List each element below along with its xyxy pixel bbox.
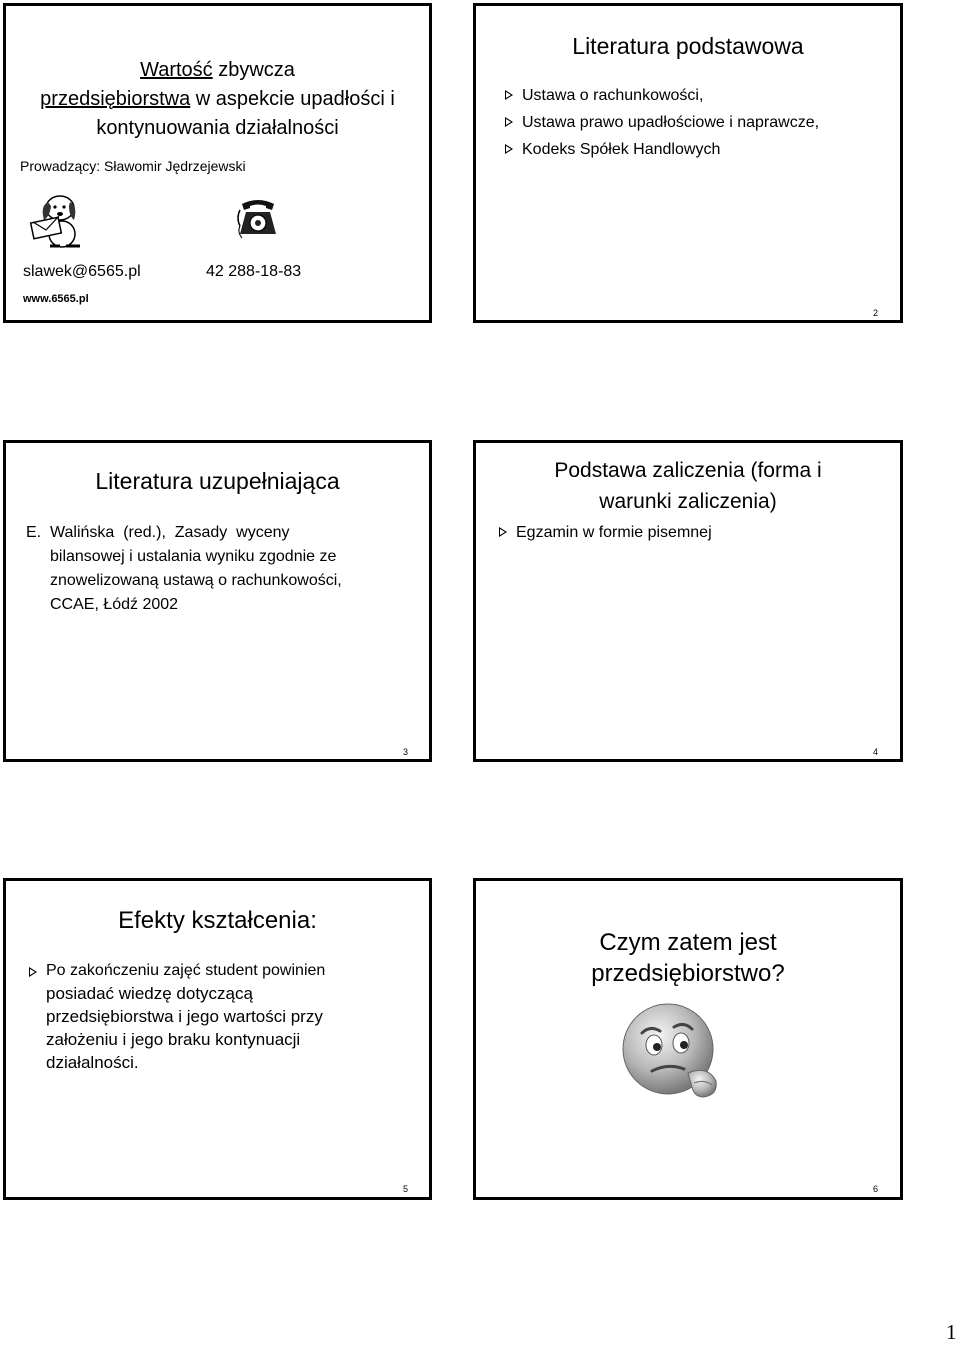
slide-6-title: Czym zatem jest przedsiębiorstwo?: [591, 929, 785, 987]
sheet-page-number: 1: [946, 1320, 957, 1344]
contact-website[interactable]: www.6565.pl: [23, 293, 89, 305]
slide-4-title: Podstawa zaliczenia (forma i warunki zaliczenia): [554, 459, 822, 513]
learning-outcomes: Po zakończeniu zajęć student powinien posiadać wiedzę dotyczącą przedsiębiorstwa i jego wartości przy założeniu i jego braku kontynuacji działalności.: [46, 959, 325, 1074]
slide-5: [3, 878, 432, 1200]
slide-6: [473, 878, 903, 1200]
page-number: 5: [403, 1184, 409, 1194]
telephone-icon: [234, 196, 282, 240]
mail-dog-icon: [24, 192, 86, 252]
page-number: 6: [873, 1184, 879, 1194]
slide-2-title: Literatura podstawowa: [572, 33, 804, 59]
slide-5-title: Efekty kształcenia:: [118, 907, 317, 934]
list-item: Po zakończeniu zajęć student powinien: [46, 959, 325, 982]
slide-3: [3, 440, 432, 762]
page-number: 4: [873, 747, 879, 757]
slide-1: [3, 3, 432, 323]
slide-4: [473, 440, 903, 762]
slide-1-title: Wartość zbywcza przedsiębiorstwa w aspekcie upadłości i kontynuowania działalności: [40, 59, 395, 139]
contact-phone: 42 288-18-83: [206, 263, 302, 280]
list-item: Egzamin w formie pisemnej: [516, 519, 712, 546]
page-number: 2: [873, 308, 879, 318]
contact-email[interactable]: slawek@6565.pl: [23, 263, 141, 280]
list-item: Ustawa prawo upadłościowe i naprawcze,: [522, 109, 819, 136]
list-item: Ustawa o rachunkowości,: [522, 82, 703, 109]
bibliography-entry: E. Walińska (red.), Zasady wyceny bilansowej i ustalania wyniku zgodnie ze znowelizowaną ustawą o rachunkowości, CCAE, Łódź 2002: [26, 524, 342, 613]
page-number: 3: [403, 747, 409, 757]
title-link-przedsiebiorstwa[interactable]: przedsiębiorstwa: [40, 88, 191, 110]
slide-3-title: Literatura uzupełniająca: [95, 468, 340, 494]
title-link-wartosc[interactable]: Wartość: [140, 59, 213, 81]
instructor-name: Prowadzący: Sławomir Jędrzejewski: [20, 158, 246, 174]
slide-2: [473, 3, 903, 323]
thinking-face-icon: [618, 999, 724, 1105]
list-item: Kodeks Spółek Handlowych: [522, 136, 720, 163]
